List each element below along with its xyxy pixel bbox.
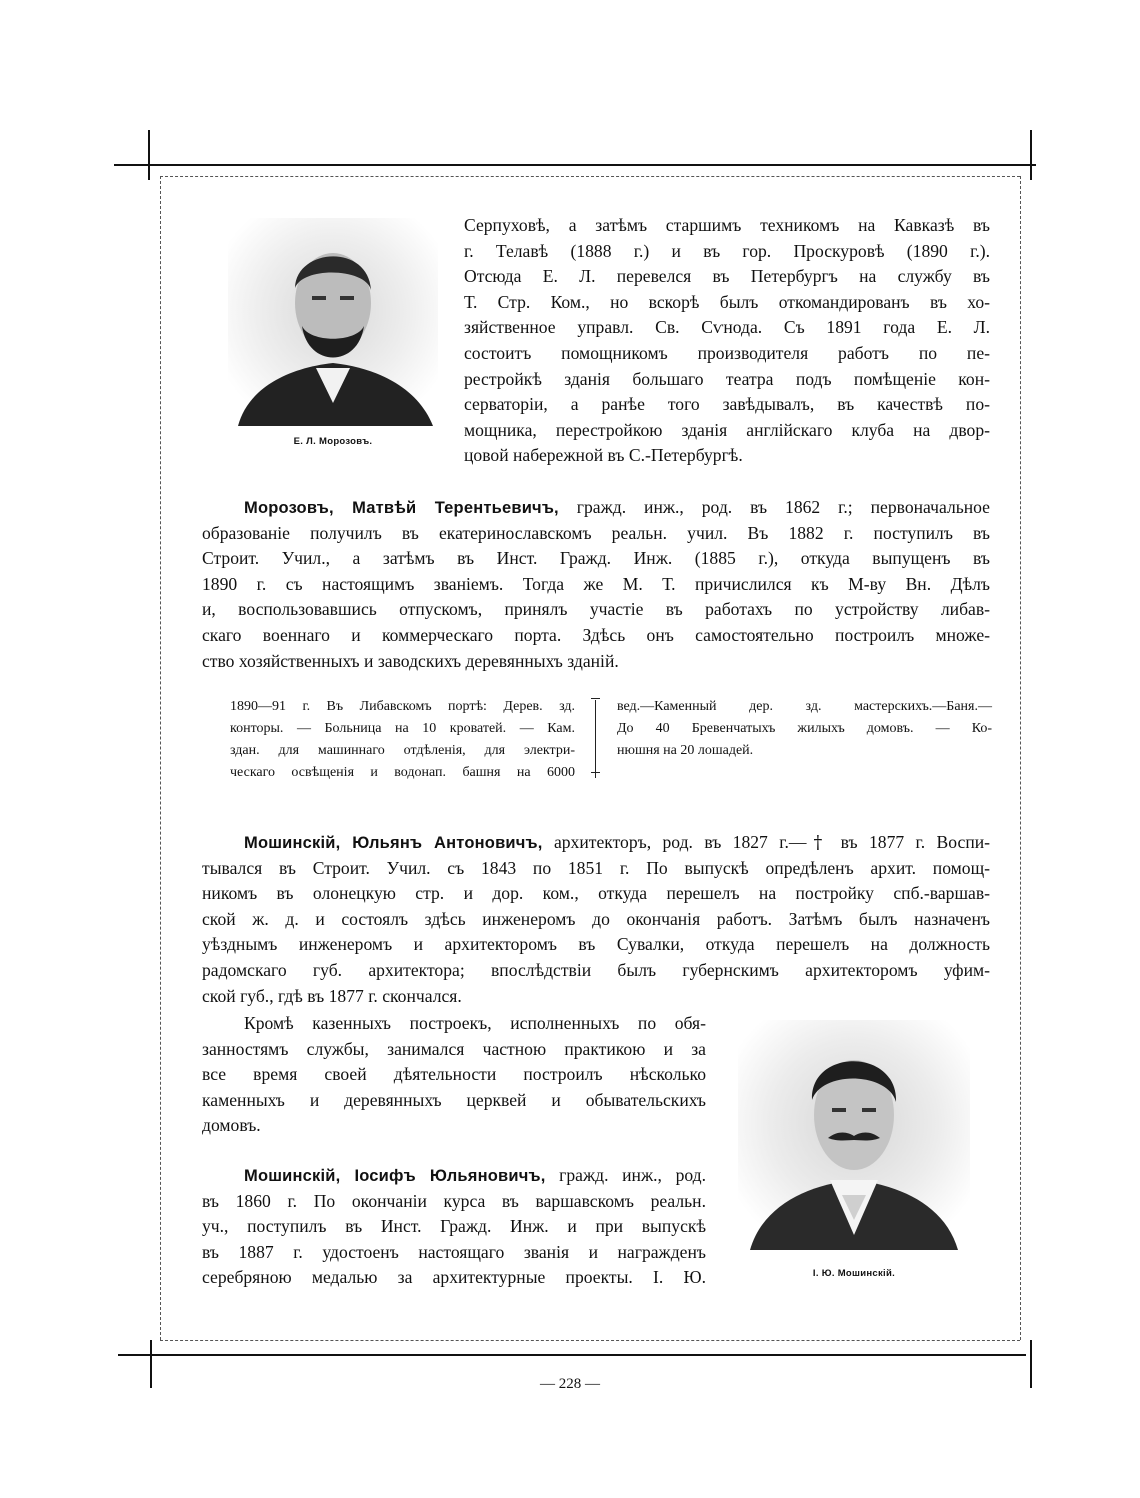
text-line: радомскаго губ. архитектора; впослѣдствіи былъ губернскимъ архитекторомъ уфим- [202, 959, 990, 980]
page-number: — 228 — [540, 1376, 600, 1392]
works-list-right [617, 696, 992, 762]
text-fragment: въ 1877 г. Воспи- [840, 832, 991, 852]
entry-morozov-m-t [202, 495, 990, 674]
text-line: тывался въ Строит. Учил. съ 1843 по 1851 г. По выпускѣ опредѣленъ архит. помощ- [202, 857, 990, 878]
text-line: состоитъ помощникомъ производителя работъ по пе- [464, 342, 990, 363]
portrait-moshinsky-i-yu [738, 1020, 970, 1250]
text-line: ской ж. д. и состоялъ здѣсь инженеромъ до окончанія работъ. Затѣмъ былъ назначенъ [202, 908, 990, 929]
text-line: зяйственное управл. Св. Сѵнода. Съ 1891 года Е. Л. [464, 317, 990, 338]
text-line: Т. Стр. Ком., но вскорѣ былъ откомандированъ въ хо- [464, 291, 990, 312]
frame-bottom-rule [118, 1354, 1026, 1356]
text-line: никомъ въ олонецкую стр. и дор. ком., откуда перешелъ на постройку спб.-варшав- [202, 883, 990, 904]
portrait-morozov-e-l [228, 218, 438, 426]
column-divider-ornament-top [591, 698, 600, 699]
works-line: нюшня на 20 лошадей. [617, 743, 754, 758]
entry-moshinsky-yulian-continued [202, 1011, 706, 1139]
frame-right-rule-bottom [1030, 1340, 1032, 1388]
text-line: мощника, перестройкою зданія англійскаго клуба на двор- [464, 419, 990, 440]
frame-left-rule-top [148, 130, 150, 180]
entry-first-line [202, 830, 990, 856]
text-line: въ 1860 г. По окончаніи курса въ варшавскомъ реальн. [202, 1190, 706, 1211]
column-divider [595, 700, 596, 778]
frame-inner-top-dash [160, 176, 1020, 177]
text-fragment: гражд. инж., род. [559, 1165, 707, 1185]
text-line: образованіе получилъ въ екатеринославскомъ реальн. учил. Въ 1882 г. поступилъ въ [202, 522, 990, 543]
text-fragment: гражд. инж., род. въ 1862 г.; первоначальное [576, 497, 990, 517]
intro-paragraph [464, 213, 990, 469]
death-dagger: † [806, 833, 830, 853]
works-line: 1890—91 г. Въ Либавскомъ портѣ: Дерев. зд. [230, 699, 575, 714]
column-divider-ornament-bottom [591, 772, 600, 773]
portrait-caption-moshinsky-i-yu: І. Ю. Мошинскій. [812, 1268, 896, 1279]
text-line: все время своей дѣятельности построилъ нѣсколько [202, 1064, 706, 1085]
text-line: Кромѣ казенныхъ построекъ, исполненныхъ по обя- [244, 1013, 706, 1033]
works-line: вед.—Каменный дер. зд. мастерскихъ.—Баня.— [617, 699, 992, 714]
text-line: каменныхъ и деревянныхъ церквей и обывательскихъ [202, 1089, 706, 1110]
text-line: серебряною медалью за архитектурные проекты. І. Ю. [202, 1267, 706, 1288]
works-line: здан. для машиннаго отдѣленія, для электри- [230, 743, 575, 758]
frame-inner-left-dash [160, 176, 161, 1340]
text-line: скаго военнаго и коммерческаго порта. Здѣсь онъ самостоятельно построилъ множе- [202, 624, 990, 645]
entry-first-line [202, 495, 990, 521]
text-line: домовъ. [202, 1115, 261, 1136]
text-line: и, воспользовавшись отпускомъ, принялъ участіе въ работахъ по устройству либав- [202, 599, 990, 620]
entry-moshinsky-iosif [202, 1163, 706, 1291]
frame-left-rule-bottom [150, 1340, 152, 1388]
frame-inner-bottom-dash [160, 1340, 1020, 1341]
text-line: Строит. Учил., а затѣмъ въ Инст. Гражд. Инж. (1885 г.), откуда выпущенъ въ [202, 548, 990, 569]
text-line: цовой набережной въ С.-Петербургѣ. [464, 445, 743, 466]
entry-first-line [202, 1163, 706, 1189]
text-line: уч., поступилъ въ Инст. Гражд. Инж. и при выпускѣ [202, 1216, 706, 1237]
entry-moshinsky-yulian [202, 830, 990, 1009]
text-line: въ 1887 г. удостоенъ настоящаго званія и награжденъ [202, 1241, 706, 1262]
frame-right-rule-top [1030, 130, 1032, 180]
text-line: г. Телавѣ (1888 г.) и въ гор. Проскуровѣ (1890 г.). [464, 240, 990, 261]
portrait-image [228, 218, 438, 426]
frame-inner-right-dash [1020, 176, 1021, 1340]
works-list-left [230, 696, 575, 784]
text-line: занностямъ службы, занимался частною практикою и за [202, 1038, 706, 1059]
entry-name: Мошинскій, Юльянъ Антоновичъ, [244, 834, 543, 852]
works-line: ческаго освѣщенія и водонап. башня на 6000 [230, 765, 575, 780]
text-line: уѣзднымъ инженеромъ и архитекторомъ въ Сувалки, откуда перешелъ на должность [202, 934, 990, 955]
works-line: конторы. — Больница на 10 кроватей. — Кам. [230, 721, 575, 736]
portrait-image [738, 1020, 970, 1250]
text-line: серваторіи, а ранѣе того завѣдывалъ, въ качествѣ по- [464, 394, 990, 415]
portrait-caption-morozov-e-l: Е. Л. Морозовъ. [293, 436, 373, 447]
text-line: рестройкѣ зданія большаго театра подъ помѣщеніе кон- [464, 368, 990, 389]
text-line: 1890 г. съ настоящимъ званіемъ. Тогда же М. Т. причислился къ М-ву Вн. Дѣлъ [202, 573, 990, 594]
text-line: ской губ., гдѣ въ 1877 г. скончался. [202, 985, 462, 1006]
entry-name: Морозовъ, Матвѣй Терентьевичъ, [244, 499, 559, 517]
entry-name: Мошинскій, Іосифъ Юльяновичъ, [244, 1167, 546, 1185]
text-fragment: архитекторъ, род. въ 1827 г.— [553, 832, 807, 852]
text-line: Серпуховѣ, а затѣмъ старшимъ техникомъ на Кавказѣ въ [464, 215, 990, 235]
works-line: До 40 Бревенчатыхъ жилыхъ домовъ. — Ко- [617, 721, 992, 736]
text-line: ство хозяйственныхъ и заводскихъ деревянныхъ зданій. [202, 650, 619, 671]
frame-top-rule [114, 164, 1036, 166]
text-line: Отсюда Е. Л. перевелся въ Петербургъ на службу въ [464, 266, 990, 287]
